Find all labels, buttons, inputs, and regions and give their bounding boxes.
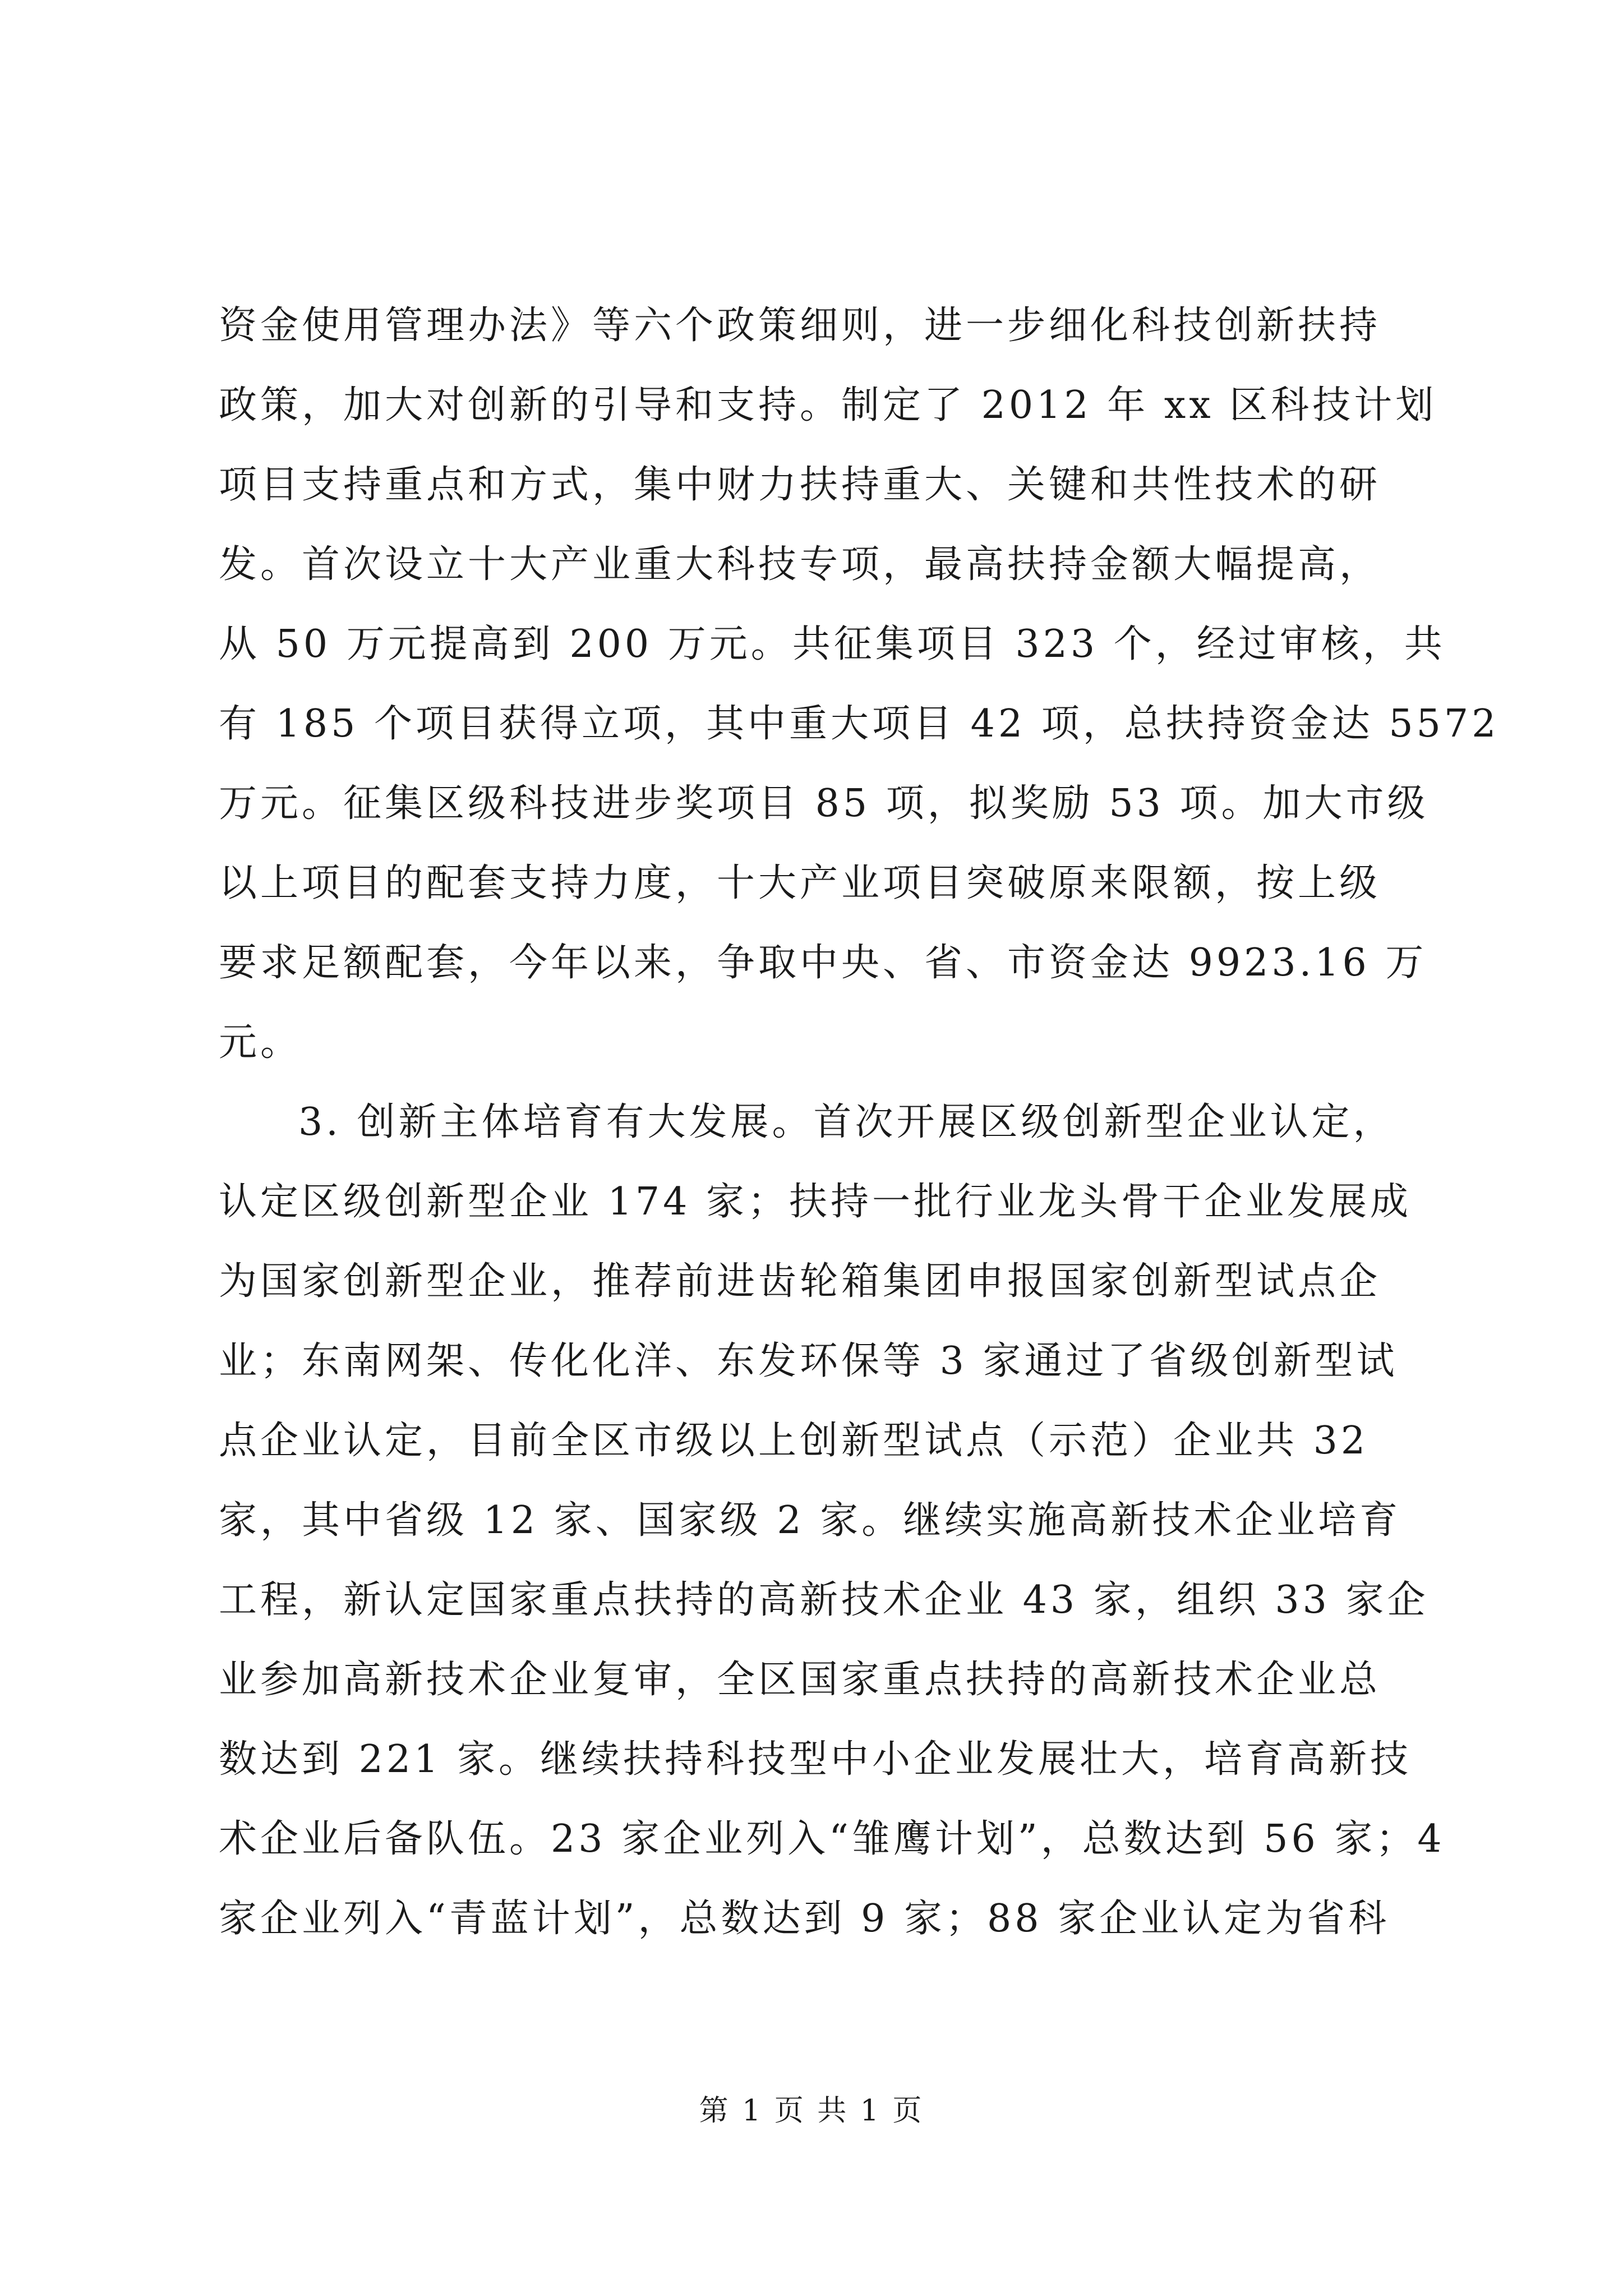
text-line: 业参加高新技术企业复审，全区国家重点扶持的高新技术企业总 <box>219 1658 1381 1702</box>
text-line: 从 50 万元提高到 200 万元。共征集项目 323 个，经过审核，共 <box>219 622 1446 666</box>
document-body <box>219 286 1500 1959</box>
text-line: 元。 <box>219 1020 302 1065</box>
paragraph-start-line: 3. 创新主体培育有大发展。首次开展区级创新型企业认定， <box>298 1100 1395 1144</box>
text-line: 认定区级创新型企业 174 家；扶持一批行业龙头骨干企业发展成 <box>219 1180 1412 1224</box>
text-line: 为国家创新型企业，推荐前进齿轮箱集团申报国家创新型试点企 <box>219 1259 1381 1304</box>
text-line: 数达到 221 家。继续扶持科技型中小企业发展壮大，培育高新技 <box>219 1737 1412 1782</box>
text-line: 资金使用管理办法》等六个政策细则，进一步细化科技创新扶持 <box>219 303 1381 348</box>
text-line: 家，其中省级 12 家、国家级 2 家。继续实施高新技术企业培育 <box>219 1498 1401 1543</box>
page-footer: 第 1 页 共 1 页 <box>699 2094 924 2128</box>
text-line: 术企业后备队伍。23 家企业列入“雏鹰计划”，总数达到 56 家；4 <box>219 1817 1445 1861</box>
text-line: 业；东南网架、传化化洋、东发环保等 3 家通过了省级创新型试 <box>219 1339 1398 1383</box>
text-line: 工程，新认定国家重点扶持的高新技术企业 43 家，组织 33 家企 <box>219 1578 1429 1622</box>
text-line: 以上项目的配套支持力度，十大产业项目突破原来限额，按上级 <box>219 861 1381 905</box>
text-line: 发。首次设立十大产业重大科技专项，最高扶持金额大幅提高， <box>219 542 1381 587</box>
text-line: 万元。征集区级科技进步奖项目 85 项，拟奖励 53 项。加大市级 <box>219 781 1429 826</box>
text-line: 有 185 个项目获得立项，其中重大项目 42 项，总扶持资金达 5572 <box>219 702 1500 746</box>
text-line: 项目支持重点和方式，集中财力扶持重大、关键和共性技术的研 <box>219 463 1381 507</box>
text-line: 点企业认定，目前全区市级以上创新型试点（示范）企业共 32 <box>219 1419 1369 1463</box>
text-line: 要求足额配套，今年以来，争取中央、省、市资金达 9923.16 万 <box>219 941 1427 985</box>
text-line: 家企业列入“青蓝计划”，总数达到 9 家；88 家企业认定为省科 <box>219 1897 1390 1941</box>
text-line: 政策，加大对创新的引导和支持。制定了 2012 年 xx 区科技计划 <box>219 383 1437 427</box>
